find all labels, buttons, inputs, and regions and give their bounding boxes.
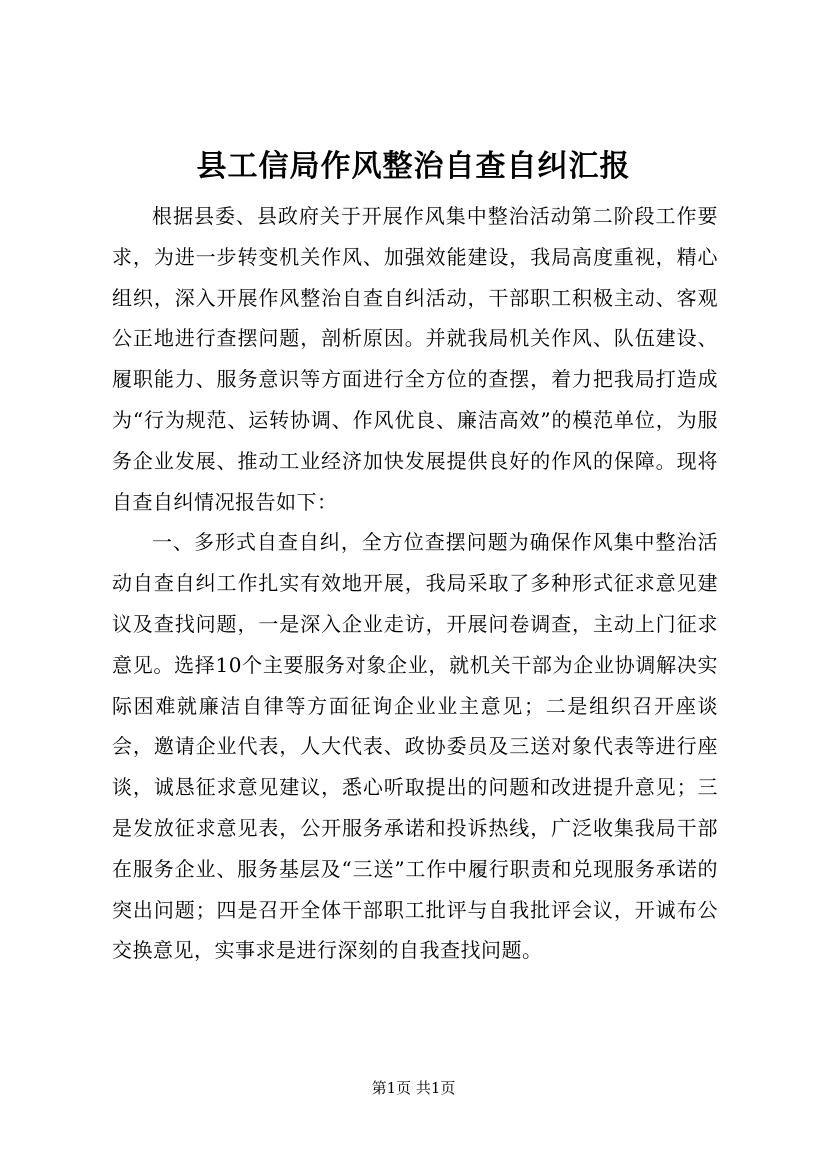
- document-body: [112, 196, 718, 971]
- paragraph-section-1: 一、多形式自查自纠，全方位查摆问题为确保作风集中整治活动自查自纠工作扎实有效地开展，我局采取了多种形式征求意见建议及查找问题，一是深入企业走访，开展问卷调查，主动上门征求意见。选择10个主要服务对象企业，就机关干部为企业协调解决实际困难就廉洁自律等方面征询企业业主意见；二是组织召开座谈会，邀请企业代表，人大代表、政协委员及三送对象代表等进行座谈，诚恳征求意见建议，悉心听取提出的问题和改进提升意见；三是发放征求意见表，公开服务承诺和投诉热线，广泛收集我局干部在服务企业、服务基层及“三送”工作中履行职责和兑现服务承诺的突出问题；四是召开全体干部职工批评与自我批评会议，开诚布公交换意见，实事求是进行深刻的自我查找问题。: [112, 530, 718, 963]
- paragraph-intro: 根据县委、县政府关于开展作风集中整治活动第二阶段工作要求，为进一步转变机关作风、加强效能建设，我局高度重视，精心组织，深入开展作风整治自查自纠活动，干部职工积极主动、客观公正地进行查摆问题，剖析原因。并就我局机关作风、队伍建设、履职能力、服务意识等方面进行全方位的查摆，着力把我局打造成为“行为规范、运转协调、作风优良、廉洁高效”的模范单位，为服务企业发展、推动工业经济加快发展提供良好的作风的保障。现将自查自纠情况报告如下：: [112, 204, 718, 514]
- page-footer: 第1页 共1页: [371, 1079, 456, 1097]
- document-title: 县工信局作风整治自查自纠汇报: [196, 149, 631, 184]
